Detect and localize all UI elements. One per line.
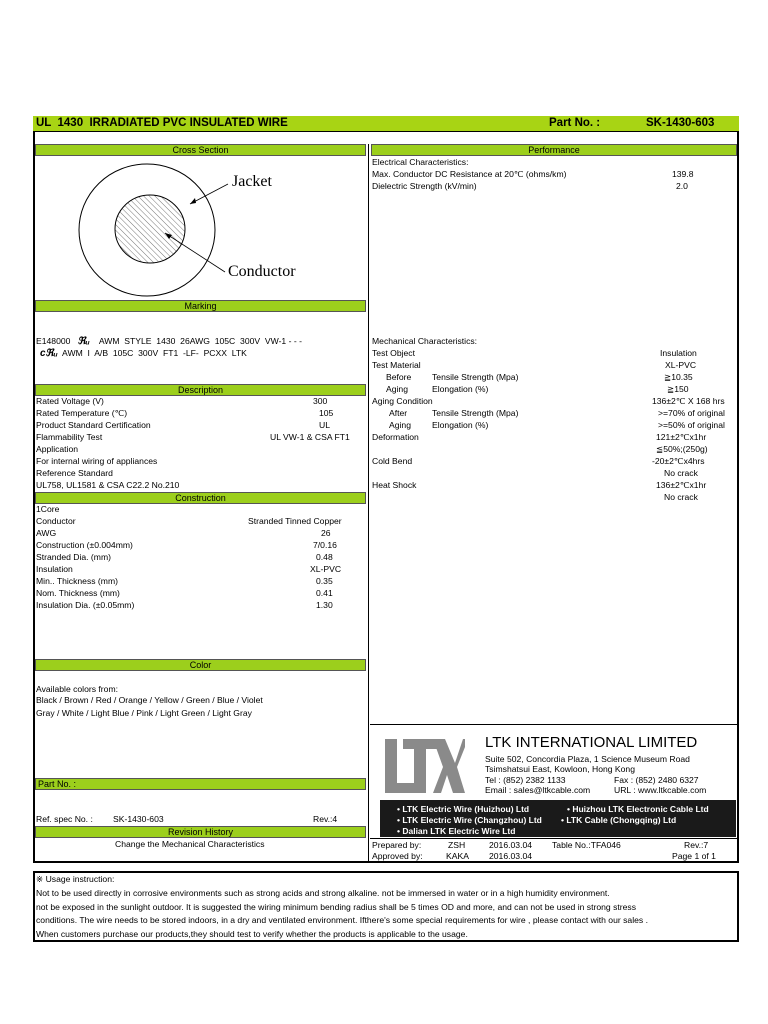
construction-value: XL-PVC [310,564,342,574]
part-no-bar: Part No. : [35,778,366,790]
notes-heading: ※ Usage instruction: [36,874,115,884]
color-line-2: Black / Brown / Red / Orange / Yellow / Green / Blue / Violet [36,695,263,705]
deformation-value: 121±2℃x1hr [656,432,707,442]
ref-spec-value: SK-1430-603 [113,814,164,824]
description-value: 105 [319,408,334,418]
description-header: Description [35,384,366,396]
cold-bend-value: -20±2℃x4hrs [652,456,705,466]
construction-label: Min.. Thickness (mm) [36,576,118,586]
after-tensile-value: >=70% of original [658,408,725,418]
construction-label: Insulation Dia. (±0.05mm) [36,600,135,610]
approved-date: 2016.03.04 [489,851,533,861]
prepared-label: Prepared by: [372,840,422,850]
mechanical-heading: Mechanical Characteristics: [372,336,478,346]
construction-value: 26 [321,528,331,538]
part-no-value: SK-1430-603 [646,117,715,129]
construction-value: 0.41 [316,588,333,598]
construction-header: Construction [35,492,366,504]
heat-shock-value: 136±2℃x1hr [656,480,707,490]
revision-history-header: Revision History [35,826,366,838]
prepared-by: ZSH [448,840,466,850]
subsidiary-5: • Dalian LTK Electric Wire Ltd [397,826,516,836]
dielectric-label: Dielectric Strength (kV/min) [372,181,477,191]
company-url: URL : www.ltkcable.com [614,785,707,795]
deformation-label: Deformation [372,432,419,442]
after-aging-a: After [389,408,408,418]
subsidiary-4: • LTK Cable (Chongqing) Ltd [561,815,677,825]
revision-text: Change the Mechanical Characteristics [115,839,265,849]
title-bar [33,116,739,132]
description-line: For internal wiring of appliances [36,456,158,466]
description-label: Rated Temperature (℃) [36,408,128,418]
company-addr-1: Suite 502, Concordia Plaza, 1 Science Museum Road [485,754,690,764]
construction-core: 1Core [36,504,60,514]
ltk-logo-icon [383,737,465,795]
construction-label: AWG [36,528,57,538]
description-line: UL758, UL1581 & CSA C22.2 No.210 [36,480,180,490]
heat-shock-label: Heat Shock [372,480,417,490]
approved-by: KAKA [446,851,469,861]
after-tensile-label: Tensile Strength (Mpa) [432,408,519,418]
test-material-value: XL-PVC [665,360,697,370]
approved-label: Approved by: [372,851,423,861]
company-tel: Tel : (852) 2382 1133 [485,775,566,785]
test-object-label: Test Object [372,348,415,358]
company-email: Email : sales@ltkcable.com [485,785,591,795]
description-value: UL [319,420,330,430]
company-addr-2: Tsimshatsui East, Kowloon, Hong Kong [485,764,635,774]
company-fax: Fax : (852) 2480 6327 [614,775,699,785]
color-line-1: Available colors from: [36,684,118,694]
column-divider [368,144,369,862]
color-line-3: Gray / White / Light Blue / Pink / Light Green / Light Gray [36,708,252,718]
description-label: Rated Voltage (V) [36,396,104,406]
notes-line-1: Not to be used directly in corrosive environments such as strong acids and strong alkaline. not be immersed in water or in a high humidity environment. [36,888,610,898]
before-tensile-value: ≧10.35 [664,372,693,382]
marking-line-2: cℜᵤ AWM I A/B 105C 300V FT1 -LF- PCXX LTK [40,348,247,359]
company-name: LTK INTERNATIONAL LIMITED [485,734,698,751]
ref-spec-label: Ref. spec No. : [36,814,93,824]
marking-header: Marking [35,300,366,312]
test-object-value: Insulation [660,348,697,358]
conductor-label: Conductor [228,263,296,280]
aging-condition-value: 136±2℃ X 168 hrs [652,396,725,406]
performance-header: Performance [371,144,737,156]
dielectric-value: 2.0 [676,181,688,191]
table-no: Table No.:TFA046 [552,840,621,850]
construction-label: Conductor [36,516,76,526]
description-value: 300 [313,396,328,406]
c-ur-logo-icon: cℜᵤ [40,348,58,359]
jacket-label: Jacket [232,173,272,190]
description-value: UL VW-1 & CSA FT1 [270,432,350,442]
before-tensile-label: Tensile Strength (Mpa) [432,372,519,382]
page-number: Page 1 of 1 [672,851,716,861]
construction-value: 1.30 [316,600,333,610]
before-aging-a: Before [386,372,412,382]
description-label: Product Standard Certification [36,420,151,430]
construction-value: 0.35 [316,576,333,586]
deformation-value-2: ≦50%;(250g) [656,444,708,454]
after-aging-b: Aging [389,420,411,430]
electrical-resistance-label: Max. Conductor DC Resistance at 20℃ (ohms/km) [372,169,567,179]
before-elong-value: ≧150 [667,384,689,394]
part-no-label: Part No. : [549,117,601,129]
approval-rev: Rev.:7 [684,840,709,850]
test-material-label: Test Material [372,360,421,370]
company-divider [370,724,738,725]
subsidiary-2: • Huizhou LTK Electronic Cable Ltd [567,804,709,814]
ref-spec-rev: Rev.:4 [313,814,338,824]
product-title: UL 1430 IRRADIATED PVC INSULATED WIRE [36,117,288,129]
construction-label: Nom. Thickness (mm) [36,588,120,598]
electrical-resistance-value: 139.8 [672,169,694,179]
description-line: Reference Standard [36,468,113,478]
color-header: Color [35,659,366,671]
before-elong-label: Elongation (%) [432,384,489,394]
after-elong-value: >=50% of original [658,420,725,430]
construction-label: Construction (±0.004mm) [36,540,133,550]
cross-section-header: Cross Section [35,144,366,156]
before-aging-b: Aging [386,384,408,394]
notes-line-3: conditions. The wire needs to be stored indoors, in a dry and ventilated environment. Ifthere's some special requirements for wire , please contact with our sales . [36,915,648,925]
subsidiary-1: • LTK Electric Wire (Huizhou) Ltd [397,804,530,814]
aging-condition-label: Aging Condition [372,396,433,406]
notes-line-4: When customers purchase our products,they should test to verify whether the products is applicable to the usage. [36,929,468,939]
construction-label: Stranded Dia. (mm) [36,552,111,562]
electrical-heading: Electrical Characteristics: [372,157,469,167]
ur-logo-icon: ℜᵤ [77,336,90,347]
prepared-date: 2016.03.04 [489,840,533,850]
notes-line-2: not be exposed in the sunlight outdoor. It is suggested the wiring minimum bending radius shall be 5 times OD and more, and can not be used in strong stress [36,902,636,912]
cold-bend-value-2: No crack [664,468,698,478]
after-elong-label: Elongation (%) [432,420,489,430]
description-label: Flammability Test [36,432,103,442]
conductor-circle [115,195,185,263]
construction-label: Insulation [36,564,73,574]
description-line: Application [36,444,79,454]
construction-value: 0.48 [316,552,333,562]
subsidiary-3: • LTK Electric Wire (Changzhou) Ltd [397,815,542,825]
marking-line-1: E148000 ℜᵤ AWM STYLE 1430 26AWG 105C 300V VW-1 - - - [36,336,302,347]
construction-value: Stranded Tinned Copper [248,516,342,526]
subsidiaries-banner [380,800,736,837]
heat-shock-value-2: No crack [664,492,698,502]
construction-value: 7/0.16 [313,540,337,550]
cold-bend-label: Cold Bend [372,456,413,466]
